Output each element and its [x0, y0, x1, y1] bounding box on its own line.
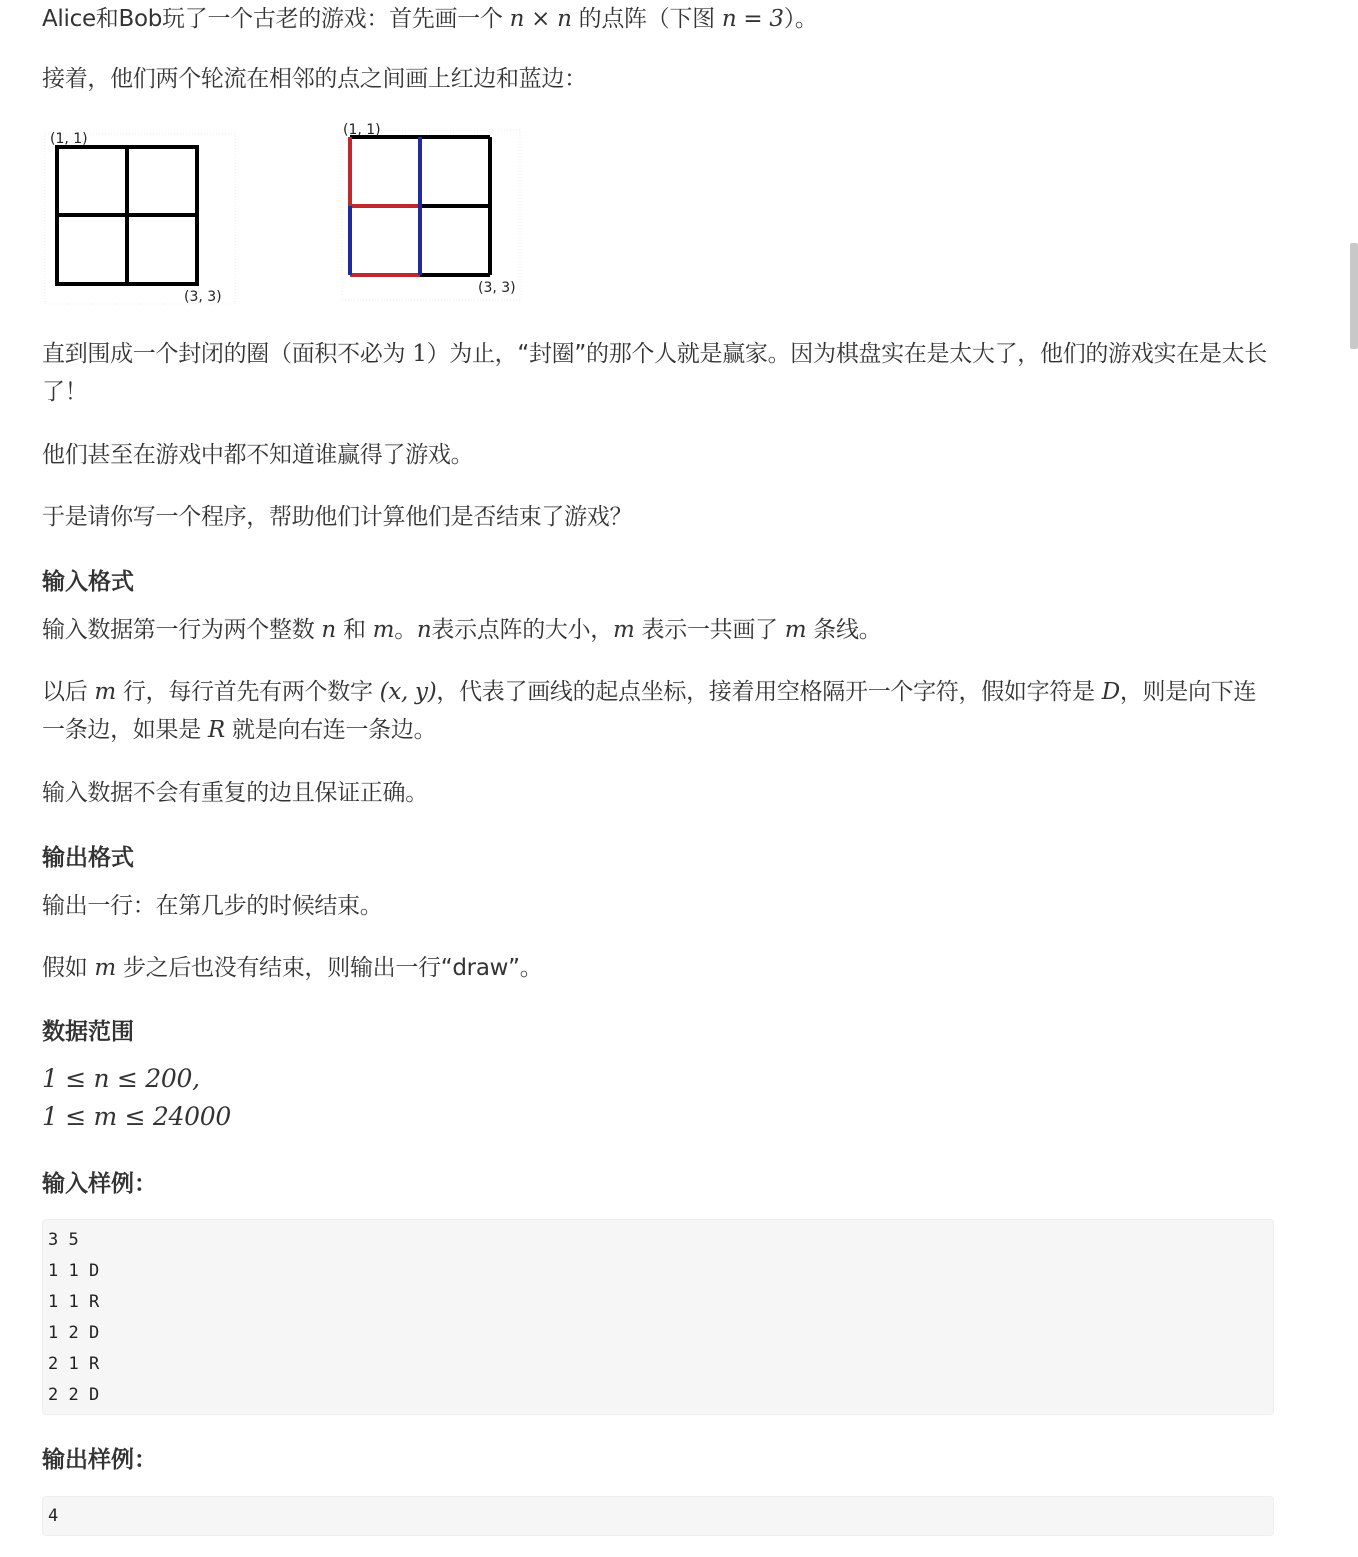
text: 表示一共画了	[634, 617, 785, 643]
data-range-heading: 数据范围	[42, 1019, 134, 1045]
math-d: D	[1101, 679, 1120, 705]
text: ，则是向下连一条边，如果是	[42, 679, 1257, 743]
empty-grid-figure	[42, 120, 242, 310]
intro-paragraph-2: 接着，他们两个轮流在相邻的点之间画上红边和蓝边：	[42, 66, 587, 92]
text: ）。	[783, 6, 818, 32]
text: 和	[335, 617, 373, 643]
text: 输入数据第一行为两个整数	[42, 617, 322, 643]
text: 就是向右连一条边。	[224, 717, 437, 743]
output-format-paragraph-2	[42, 949, 542, 987]
data-range-line-1: 1 ≤ n ≤ 200,	[42, 1064, 200, 1093]
math-n: n	[321, 617, 336, 643]
text: 假如	[42, 955, 95, 981]
input-format-paragraph-2	[42, 673, 1274, 749]
math-m: m	[784, 617, 807, 643]
colored-grid-figure	[338, 120, 538, 310]
sample-output-heading: 输出样例：	[42, 1447, 157, 1473]
text: ，代表了画线的起点坐标，接着用空格隔开一个字符，假如字符是	[436, 679, 1102, 705]
code-line: 4	[48, 1506, 59, 1526]
code-line: 2 1 R	[48, 1354, 100, 1374]
math-1: 1	[412, 341, 427, 367]
text: ）为止，“封圈”的那个人就是赢家。因为棋盘实在是太大了，他们的游戏实在是太长了！	[42, 341, 1267, 405]
math-n-times-n: n × n	[509, 6, 572, 32]
vertical-scrollbar-thumb[interactable]	[1350, 243, 1358, 349]
top-left-coordinate-label: (1, 1)	[343, 122, 381, 138]
math-m: m	[372, 617, 395, 643]
math-xy: (x, y)	[379, 679, 437, 705]
input-format-paragraph-3: 输入数据不会有重复的边且保证正确。	[42, 780, 428, 806]
output-format-heading: 输出格式	[42, 845, 134, 871]
data-range-line-2: 1 ≤ m ≤ 24000	[42, 1102, 231, 1131]
text: 以后	[42, 679, 95, 705]
math-m: m	[94, 955, 116, 981]
math-r: R	[207, 717, 225, 743]
text: 行，每行首先有两个数字	[115, 679, 380, 705]
code-line: 2 2 D	[48, 1385, 100, 1405]
intro-paragraph-1	[42, 0, 818, 38]
code-line: 1 1 D	[48, 1261, 100, 1281]
text: 直到围成一个封闭的圈（面积不必为	[42, 341, 413, 367]
intro-paragraph-5: 于是请你写一个程序，帮助他们计算他们是否结束了游戏？	[42, 504, 633, 530]
code-line: 1 1 R	[48, 1292, 100, 1312]
math-n-equals-3: n = 3	[721, 6, 784, 32]
sample-output-code-block	[42, 1496, 1274, 1536]
sample-input-heading: 输入样例：	[42, 1171, 157, 1197]
bottom-right-coordinate-label: (3, 3)	[478, 280, 516, 296]
output-format-paragraph-1: 输出一行：在第几步的时候结束。	[42, 893, 383, 919]
text: Alice和Bob玩了一个古老的游戏：首先画一个	[42, 6, 510, 32]
code-line: 1 2 D	[48, 1323, 100, 1343]
top-left-coordinate-label: (1, 1)	[50, 131, 88, 147]
text: 的点阵（下图	[571, 6, 722, 32]
text: 表示点阵的大小，	[431, 617, 614, 643]
intro-paragraph-3	[42, 335, 1274, 411]
input-format-heading: 输入格式	[42, 569, 134, 595]
text: 步之后也没有结束，则输出一行“draw”。	[115, 955, 543, 981]
math-m: m	[613, 617, 635, 643]
bottom-right-coordinate-label: (3, 3)	[184, 289, 222, 305]
text: 。	[394, 617, 417, 643]
math-n: n	[416, 617, 432, 643]
math-m: m	[94, 679, 116, 705]
sample-input-code-block	[42, 1219, 1274, 1415]
input-format-paragraph-1	[42, 611, 881, 649]
text: 条线。	[806, 617, 882, 643]
figure-row	[42, 120, 602, 315]
code-line: 3 5	[48, 1230, 79, 1250]
intro-paragraph-4: 他们甚至在游戏中都不知道谁赢得了游戏。	[42, 442, 474, 468]
